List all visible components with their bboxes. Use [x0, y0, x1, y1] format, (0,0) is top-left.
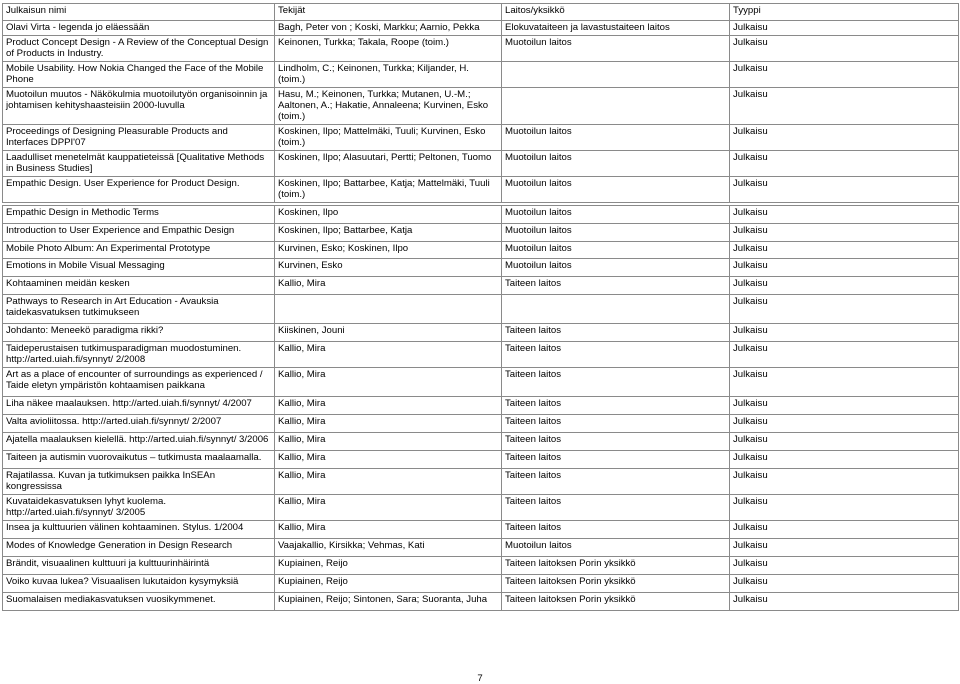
publication-type: Julkaisu [730, 242, 959, 259]
publication-authors: Kupiainen, Reijo; Sintonen, Sara; Suoranta, Juha [275, 593, 502, 611]
table-row [3, 593, 959, 611]
publication-department: Muotoilun laitos [502, 177, 730, 203]
table-body [3, 21, 959, 611]
publication-title: Kohtaaminen meidän kesken [3, 277, 275, 295]
publication-type: Julkaisu [730, 469, 959, 495]
table-row [3, 368, 959, 397]
publication-department: Taiteen laitos [502, 277, 730, 295]
publication-type: Julkaisu [730, 259, 959, 277]
publication-department: Taiteen laitos [502, 521, 730, 539]
table-row [3, 242, 959, 259]
publication-authors: Koskinen, Ilpo; Battarbee, Katja; Mattelmäki, Tuuli (toim.) [275, 177, 502, 203]
table-row [3, 21, 959, 36]
publication-type: Julkaisu [730, 295, 959, 324]
publication-department: Muotoilun laitos [502, 242, 730, 259]
publication-title: Modes of Knowledge Generation in Design Research [3, 539, 275, 557]
table-row [3, 36, 959, 62]
publication-department: Taiteen laitos [502, 451, 730, 469]
table-row [3, 177, 959, 203]
publication-department: Taiteen laitos [502, 368, 730, 397]
publication-title: Art as a place of encounter of surroundings as experienced / Taide eletyn ympäristön kohtaamisen paikkana [3, 368, 275, 397]
publication-department: Muotoilun laitos [502, 151, 730, 177]
publication-authors: Kurvinen, Esko; Koskinen, Ilpo [275, 242, 502, 259]
publication-title: Empathic Design in Methodic Terms [3, 206, 275, 224]
publication-department: Muotoilun laitos [502, 539, 730, 557]
publication-title: Product Concept Design - A Review of the Conceptual Design of Products in Industry. [3, 36, 275, 62]
publication-title: Brändit, visuaalinen kulttuuri ja kulttuurinhäirintä [3, 557, 275, 575]
table-row [3, 324, 959, 342]
publication-authors: Koskinen, Ilpo; Alasuutari, Pertti; Peltonen, Tuomo [275, 151, 502, 177]
table-row [3, 539, 959, 557]
publication-title: Mobile Usability. How Nokia Changed the Face of the Mobile Phone [3, 62, 275, 88]
table-row [3, 495, 959, 521]
publication-authors: Kupiainen, Reijo [275, 557, 502, 575]
publication-authors: Kallio, Mira [275, 342, 502, 368]
table-row [3, 433, 959, 451]
publication-authors: Lindholm, C.; Keinonen, Turkka; Kiljander, H. (toim.) [275, 62, 502, 88]
publication-type: Julkaisu [730, 21, 959, 36]
publication-title: Olavi Virta - legenda jo eläessään [3, 21, 275, 36]
publication-department: Taiteen laitos [502, 495, 730, 521]
publication-department: Taiteen laitos [502, 415, 730, 433]
table-row [3, 575, 959, 593]
publication-department: Muotoilun laitos [502, 206, 730, 224]
publication-type: Julkaisu [730, 277, 959, 295]
publication-type: Julkaisu [730, 151, 959, 177]
publication-title: Rajatilassa. Kuvan ja tutkimuksen paikka InSEAn kongressissa [3, 469, 275, 495]
table-row [3, 415, 959, 433]
publication-authors: Kallio, Mira [275, 277, 502, 295]
table-row [3, 557, 959, 575]
publication-authors: Kiiskinen, Jouni [275, 324, 502, 342]
table-row [3, 397, 959, 415]
publication-authors: Kallio, Mira [275, 433, 502, 451]
publication-type: Julkaisu [730, 177, 959, 203]
publication-authors: Vaajakallio, Kirsikka; Vehmas, Kati [275, 539, 502, 557]
publication-type: Julkaisu [730, 451, 959, 469]
table-row [3, 88, 959, 125]
table-row [3, 206, 959, 224]
publication-type: Julkaisu [730, 36, 959, 62]
publication-type: Julkaisu [730, 521, 959, 539]
publication-department: Taiteen laitoksen Porin yksikkö [502, 593, 730, 611]
header-title: Julkaisun nimi [3, 4, 275, 21]
publication-department: Taiteen laitoksen Porin yksikkö [502, 557, 730, 575]
publication-authors [275, 295, 502, 324]
publication-title: Taideperustaisen tutkimusparadigman muodostuminen. http://arted.uiah.fi/synnyt/ 2/2008 [3, 342, 275, 368]
publication-department: Taiteen laitos [502, 342, 730, 368]
publication-type: Julkaisu [730, 575, 959, 593]
publication-title: Pathways to Research in Art Education - Avauksia taidekasvatuksen tutkimukseen [3, 295, 275, 324]
publication-type: Julkaisu [730, 206, 959, 224]
publication-title: Ajatella maalauksen kielellä. http://arted.uiah.fi/synnyt/ 3/2006 [3, 433, 275, 451]
header-row [3, 4, 959, 21]
publication-authors: Koskinen, Ilpo; Battarbee, Katja [275, 224, 502, 242]
publication-authors: Kallio, Mira [275, 397, 502, 415]
publication-authors: Koskinen, Ilpo [275, 206, 502, 224]
publication-title: Voiko kuvaa lukea? Visuaalisen lukutaidon kysymyksiä [3, 575, 275, 593]
header-department: Laitos/yksikkö [502, 4, 730, 21]
publication-authors: Kallio, Mira [275, 368, 502, 397]
table-row [3, 277, 959, 295]
table-row [3, 151, 959, 177]
publication-authors: Kallio, Mira [275, 451, 502, 469]
page-number: 7 [477, 673, 483, 684]
publication-title: Kuvataidekasvatuksen lyhyt kuolema. http://arted.uiah.fi/synnyt/ 3/2005 [3, 495, 275, 521]
publication-authors: Koskinen, Ilpo; Mattelmäki, Tuuli; Kurvinen, Esko (toim.) [275, 125, 502, 151]
publication-title: Muotoilun muutos - Näkökulmia muotoilutyön organisoinnin ja johtamisen kehityshaasteisiin 2000-luvulla [3, 88, 275, 125]
publication-title: Johdanto: Meneekö paradigma rikki? [3, 324, 275, 342]
header-type: Tyyppi [730, 4, 959, 21]
table-row [3, 469, 959, 495]
publication-type: Julkaisu [730, 342, 959, 368]
publication-type: Julkaisu [730, 62, 959, 88]
publication-type: Julkaisu [730, 593, 959, 611]
publication-authors: Kallio, Mira [275, 415, 502, 433]
publication-department [502, 295, 730, 324]
publication-authors: Keinonen, Turkka; Takala, Roope (toim.) [275, 36, 502, 62]
publication-type: Julkaisu [730, 495, 959, 521]
publication-type: Julkaisu [730, 415, 959, 433]
publication-department: Taiteen laitos [502, 469, 730, 495]
publication-department: Taiteen laitos [502, 433, 730, 451]
publication-authors: Kallio, Mira [275, 495, 502, 521]
publication-type: Julkaisu [730, 539, 959, 557]
publication-type: Julkaisu [730, 125, 959, 151]
publication-type: Julkaisu [730, 433, 959, 451]
table-header [3, 4, 959, 21]
header-authors: Tekijät [275, 4, 502, 21]
publication-title: Introduction to User Experience and Empathic Design [3, 224, 275, 242]
publication-title: Empathic Design. User Experience for Product Design. [3, 177, 275, 203]
publication-department [502, 62, 730, 88]
publication-title: Mobile Photo Album: An Experimental Prototype [3, 242, 275, 259]
publication-authors: Kupiainen, Reijo [275, 575, 502, 593]
publication-department: Muotoilun laitos [502, 125, 730, 151]
publication-title: Proceedings of Designing Pleasurable Products and Interfaces DPPI'07 [3, 125, 275, 151]
table-row [3, 295, 959, 324]
publication-department: Taiteen laitoksen Porin yksikkö [502, 575, 730, 593]
publication-authors: Kallio, Mira [275, 521, 502, 539]
table-row [3, 521, 959, 539]
publication-type: Julkaisu [730, 397, 959, 415]
publication-authors: Hasu, M.; Keinonen, Turkka; Mutanen, U.-M.; Aaltonen, A.; Hakatie, Annaleena; Kurvinen, Esko (toim.) [275, 88, 502, 125]
table-row [3, 62, 959, 88]
publication-title: Laadulliset menetelmät kauppatieteissä [Qualitative Methods in Business Studies] [3, 151, 275, 177]
table-row [3, 224, 959, 242]
publication-department: Taiteen laitos [502, 397, 730, 415]
table-row [3, 451, 959, 469]
publications-table [2, 3, 959, 611]
publication-type: Julkaisu [730, 324, 959, 342]
publication-department: Taiteen laitos [502, 324, 730, 342]
publication-title: Taiteen ja autismin vuorovaikutus – tutkimusta maalaamalla. [3, 451, 275, 469]
publication-title: Emotions in Mobile Visual Messaging [3, 259, 275, 277]
publication-department: Muotoilun laitos [502, 259, 730, 277]
publication-type: Julkaisu [730, 88, 959, 125]
publication-type: Julkaisu [730, 368, 959, 397]
publication-title: Insea ja kulttuurien välinen kohtaaminen. Stylus. 1/2004 [3, 521, 275, 539]
publication-department: Muotoilun laitos [502, 224, 730, 242]
publication-title: Valta avioliitossa. http://arted.uiah.fi/synnyt/ 2/2007 [3, 415, 275, 433]
publication-authors: Bagh, Peter von ; Koski, Markku; Aarnio, Pekka [275, 21, 502, 36]
publication-title: Liha näkee maalauksen. http://arted.uiah.fi/synnyt/ 4/2007 [3, 397, 275, 415]
publication-title: Suomalaisen mediakasvatuksen vuosikymmenet. [3, 593, 275, 611]
publication-department [502, 88, 730, 125]
publication-type: Julkaisu [730, 557, 959, 575]
publication-department: Muotoilun laitos [502, 36, 730, 62]
publication-authors: Kallio, Mira [275, 469, 502, 495]
publication-type: Julkaisu [730, 224, 959, 242]
table-row [3, 342, 959, 368]
table-row [3, 259, 959, 277]
publication-department: Elokuvataiteen ja lavastustaiteen laitos [502, 21, 730, 36]
table-row [3, 125, 959, 151]
publication-authors: Kurvinen, Esko [275, 259, 502, 277]
